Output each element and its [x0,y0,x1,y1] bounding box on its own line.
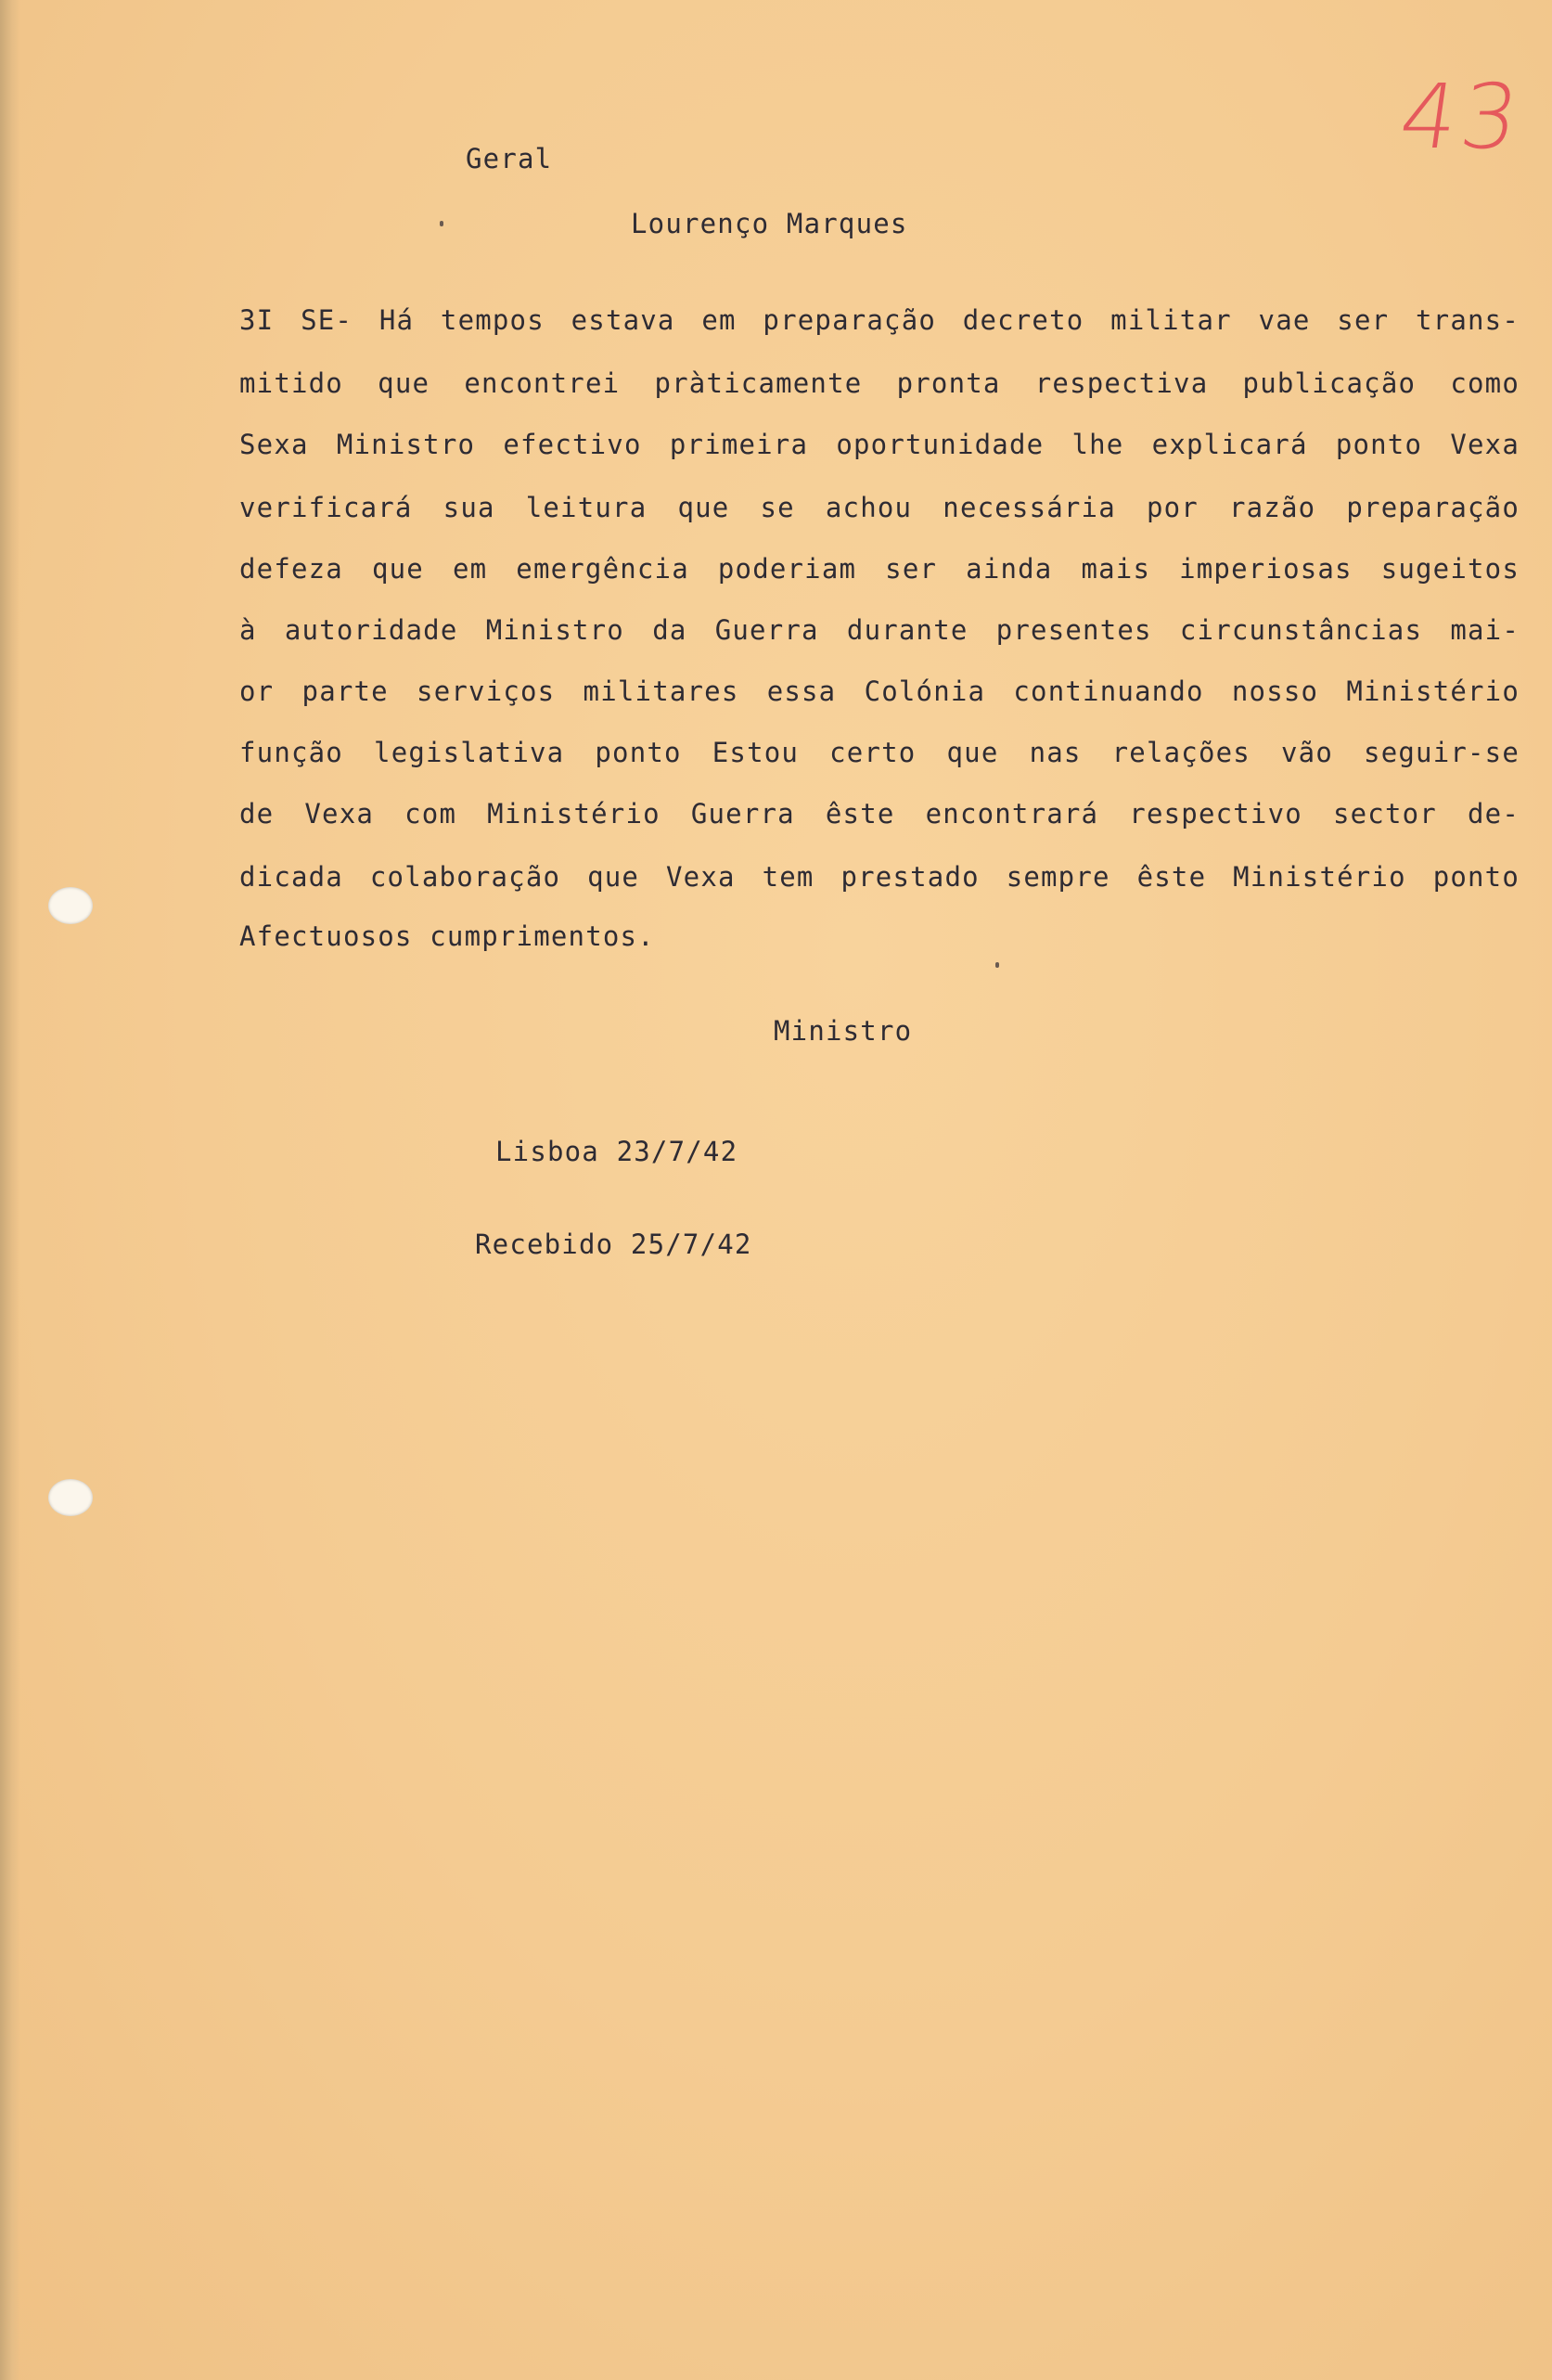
ink-mark [440,221,443,226]
body-line: Sexa Ministro efectivo primeira oportunidade lhe explicará ponto Vexa [239,429,1520,460]
body-line: à autoridade Ministro da Guerra durante presentes circunstâncias mai- [239,614,1520,646]
heading-type: Geral [466,143,553,174]
heading-destination: Lourenço Marques [631,208,908,239]
received-date-line: Recebido 25/7/42 [475,1229,752,1260]
punch-hole-bottom [48,1479,93,1516]
body-line: defeza que em emergência poderiam ser ainda mais imperiosas sugeitos [239,553,1520,585]
punch-hole-top [48,887,93,924]
body-line: de Vexa com Ministério Guerra êste encontrará respectivo sector de- [239,798,1520,830]
body-line: or parte serviços militares essa Colónia continuando nosso Ministério [239,675,1520,707]
body-line: mitido que encontrei pràticamente pronta respectiva publicação como [239,367,1520,399]
folio-number: 43 [1393,65,1530,169]
body-line: verificará sua leitura que se achou necessária por razão preparação [239,492,1520,523]
signature: Ministro [774,1015,913,1047]
page-edge [0,0,20,2380]
body-line: função legislativa ponto Estou certo que nas relações vão seguir-se [239,737,1520,768]
sent-date-line: Lisboa 23/7/42 [495,1136,738,1167]
body-line: dicada colaboração que Vexa tem prestado sempre êste Ministério ponto [239,861,1520,893]
body-line: Afectuosos cumprimentos. [239,920,655,952]
body-line: 3I SE- Há tempos estava em preparação decreto militar vae ser trans- [239,304,1520,336]
ink-mark [995,962,999,968]
